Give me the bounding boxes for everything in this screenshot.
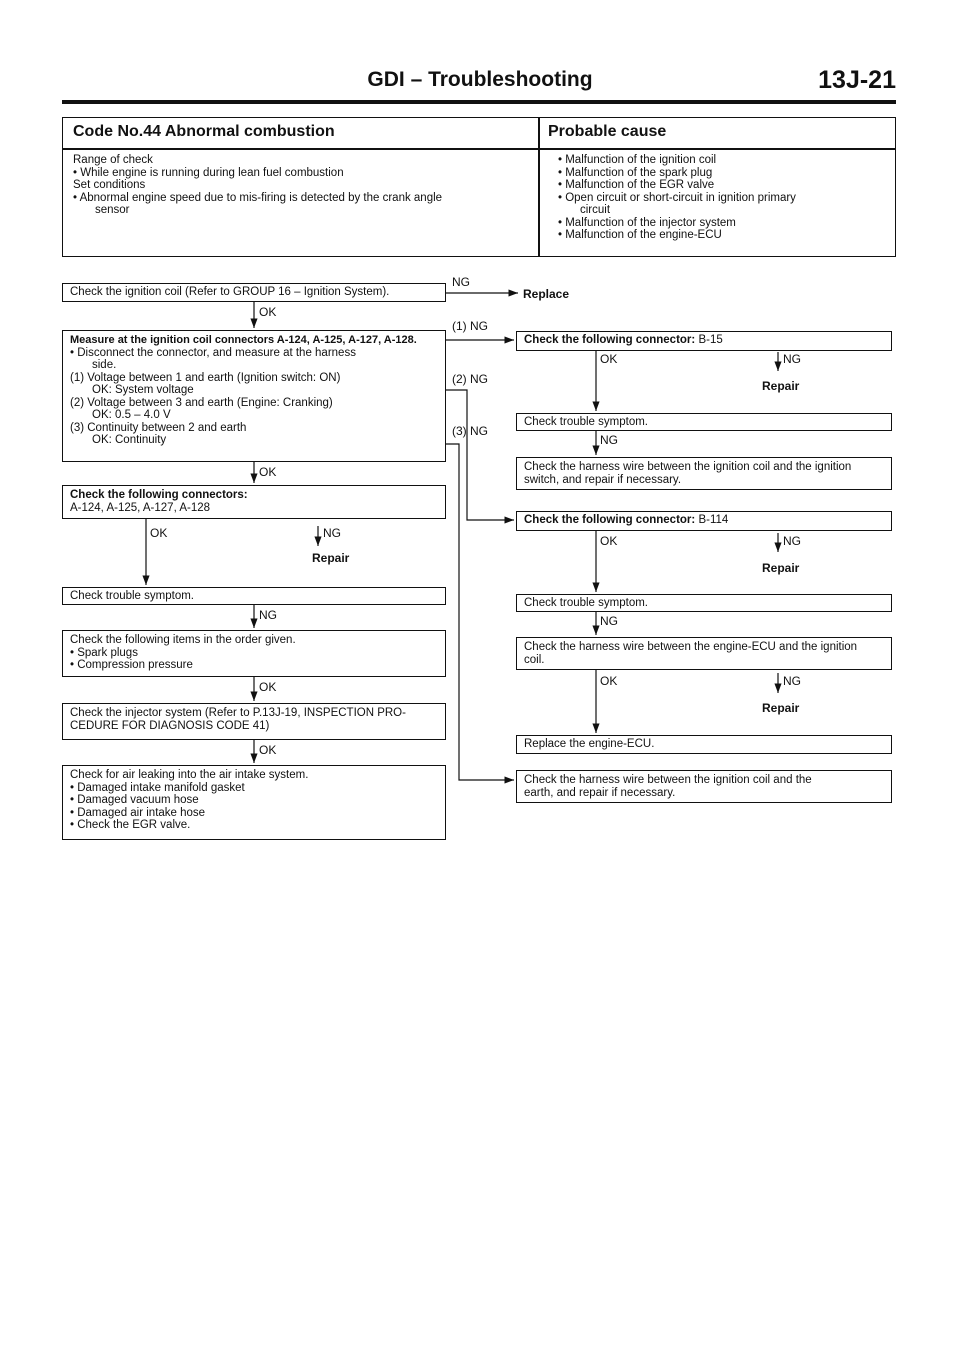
table-line: Set conditions [73, 179, 146, 191]
r8-line: earth, and repair if necessary. [524, 786, 676, 799]
r8-line: Check the harness wire between the ignition coil and the [524, 774, 812, 786]
r6-ng-label: NG [783, 674, 801, 688]
step4-text: Check trouble symptom. [70, 590, 194, 602]
step7-line: • Check the EGR valve. [70, 819, 191, 831]
probable-cause-title: Probable cause [548, 123, 667, 140]
step2-line: OK: System voltage [92, 384, 194, 396]
step2-line: (1) Voltage between 1 and earth (Ignition switch: ON) [70, 371, 341, 384]
step5-ok-label: OK [259, 680, 277, 694]
step5-line: Check the following items in the order given. [70, 634, 296, 646]
r4-code: B-114 [698, 514, 729, 526]
cause-item: • Malfunction of the engine-ECU [558, 229, 722, 241]
table-line: • Abnormal engine speed due to mis-firing is detected by the crank angle [73, 191, 443, 204]
step7-line: Check for air leaking into the air intake system. [70, 769, 309, 781]
table-line: • While engine is running during lean fuel combustion [73, 166, 344, 179]
r2-text: Check trouble symptom. [524, 416, 648, 428]
r3-line: switch, and repair if necessary. [524, 473, 682, 486]
step6-ok-label: OK [259, 743, 277, 757]
step7-line: • Damaged intake manifold gasket [70, 781, 245, 794]
step6-line: CEDURE FOR DIAGNOSIS CODE 41) [70, 719, 270, 732]
check-connector-b114-box [516, 511, 892, 531]
check-harness-coil-switch-box [516, 457, 892, 490]
r1-ng-label: NG [783, 352, 801, 366]
r4-repair-label: Repair [762, 561, 800, 575]
step2-line: (2) Voltage between 3 and earth (Engine: Cranking) [70, 396, 333, 409]
step6-line: Check the injector system (Refer to P.13J-19, INSPECTION PRO- [70, 707, 406, 719]
r7-text: Replace the engine-ECU. [524, 738, 655, 750]
r6-repair-label: Repair [762, 701, 800, 715]
step1-ng-label: NG [452, 275, 470, 289]
check-symptom-r2-box [516, 413, 892, 431]
r6-ok-label: OK [600, 674, 618, 688]
cause-item: • Malfunction of the spark plug [558, 166, 713, 179]
check-harness-ecu-coil-box [516, 637, 892, 670]
cause-item: • Malfunction of the ignition coil [558, 154, 717, 166]
page-number: 13J-21 [818, 66, 896, 94]
replace-ecu-box [516, 735, 892, 754]
step2-line: (3) Continuity between 2 and earth [70, 421, 247, 434]
step3-repair-label: Repair [312, 551, 350, 565]
check-harness-coil-earth-box [516, 770, 892, 803]
r6-line: Check the harness wire between the engine-ECU and the ignition [524, 641, 858, 653]
step3-ok-label: OK [150, 526, 168, 540]
replace-label: Replace [523, 287, 570, 301]
cause-item: circuit [580, 204, 611, 216]
r1-code: B-15 [698, 334, 723, 346]
step3-title: Check the following connectors: [70, 489, 248, 501]
step5-line: • Compression pressure [70, 659, 193, 671]
code-title: Code No.44 Abnormal combustion [73, 123, 335, 140]
check-symptom-r5-box [516, 594, 892, 612]
table-line: Range of check [73, 154, 153, 166]
r1-ok-label: OK [600, 352, 618, 366]
r6-line: coil. [524, 653, 545, 666]
step3-sub: A-124, A-125, A-127, A-128 [70, 501, 211, 514]
r4-title: Check the following connector: [524, 514, 696, 526]
step2-line: OK: 0.5 – 4.0 V [92, 409, 171, 421]
ng3-label: (3) NG [452, 424, 488, 438]
step7-line: • Damaged air intake hose [70, 806, 206, 819]
cause-item: • Open circuit or short-circuit in ignition primary [558, 191, 796, 204]
step2-line: side. [92, 359, 117, 371]
step1-ok-label: OK [259, 305, 277, 319]
r4-ok-label: OK [600, 534, 618, 548]
step7-line: • Damaged vacuum hose [70, 794, 199, 806]
cause-item: • Malfunction of the injector system [558, 216, 736, 229]
check-connectors-a-box [62, 485, 446, 519]
r1-title: Check the following connector: [524, 334, 696, 346]
step4-ng-label: NG [259, 608, 277, 622]
check-connector-b15-box [516, 331, 892, 351]
check-injector-box [62, 703, 446, 740]
r2-ng-label: NG [600, 433, 618, 447]
measure-connectors-box [62, 330, 446, 462]
r3-line: Check the harness wire between the ignition coil and the ignition [524, 461, 852, 473]
ng2-label: (2) NG [452, 372, 488, 386]
table-line: sensor [95, 204, 130, 216]
check-symptom-box [62, 587, 446, 605]
r1-repair-label: Repair [762, 379, 800, 393]
step2-title: Measure at the ignition coil connectors A-124, A-125, A-127, A-128. [70, 334, 417, 346]
check-items-box [62, 630, 446, 677]
step2-line: OK: Continuity [92, 434, 167, 446]
cause-item: • Malfunction of the EGR valve [558, 179, 715, 191]
page-title: GDI – Troubleshooting [367, 68, 593, 91]
check-ignition-coil-box [62, 283, 446, 302]
step3-ng-label: NG [323, 526, 341, 540]
r5-ng-label: NG [600, 614, 618, 628]
step5-line: • Spark plugs [70, 646, 138, 659]
r5-text: Check trouble symptom. [524, 597, 648, 609]
step2-ok-label: OK [259, 465, 277, 479]
step1-text: Check the ignition coil (Refer to GROUP 16 – Ignition System). [70, 286, 390, 298]
step2-line: • Disconnect the connector, and measure at the harness [70, 346, 356, 359]
ng1-label: (1) NG [452, 319, 488, 333]
check-air-leak-box [62, 765, 446, 840]
r4-ng-label: NG [783, 534, 801, 548]
